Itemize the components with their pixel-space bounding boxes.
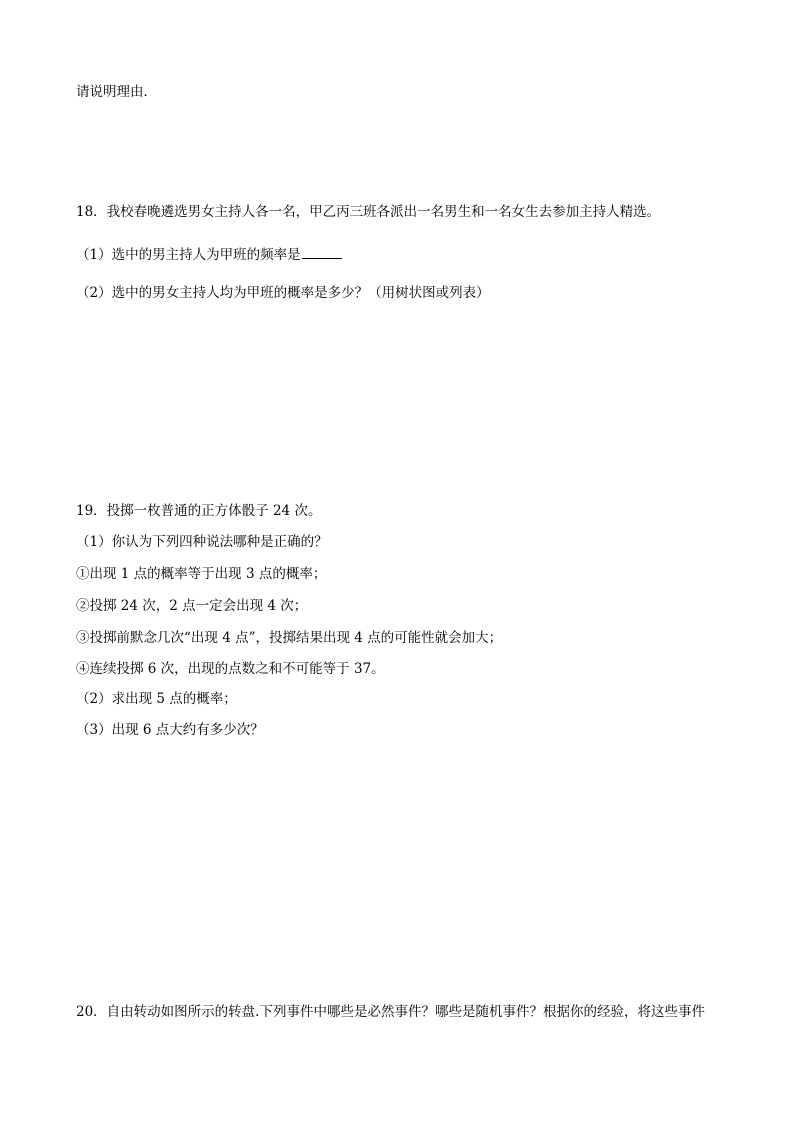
q20-stem: 20．自由转动如图所示的转盘.下列事件中哪些是必然事件？哪些是随机事件？根据你的经验，将这些事件 bbox=[76, 1004, 705, 1020]
answer-blank bbox=[302, 244, 342, 259]
q18-part1-text: （1）选中的男主持人为甲班的频率是 bbox=[76, 247, 301, 263]
q19-option-2: ②投掷 24 次，2 点一定会出现 4 次； bbox=[76, 598, 308, 614]
q18-part2: （2）选中的男女主持人均为甲班的概率是多少？（用树状图或列表） bbox=[76, 285, 490, 301]
q19-option-1: ①出现 1 点的概率等于出现 3 点的概率； bbox=[76, 566, 327, 582]
q19-part3: （3）出现 6 点大约有多少次？ bbox=[76, 722, 264, 738]
q18-part1 bbox=[76, 244, 342, 264]
q18-stem: 18．我校春晚遴选男女主持人各一名，甲乙丙三班各派出一名男生和一名女生去参加主持人精选。 bbox=[76, 204, 661, 220]
q19-option-3: ③投掷前默念几次“出现 4 点”，投掷结果出现 4 点的可能性就会加大； bbox=[76, 630, 503, 646]
q17-tail-text: 请说明理由． bbox=[76, 84, 157, 100]
q19-option-4: ④连续投掷 6 次，出现的点数之和不可能等于 37。 bbox=[76, 661, 385, 677]
q19-part1: （1）你认为下列四种说法哪种是正确的？ bbox=[76, 534, 328, 550]
q19-stem: 19．投掷一枚普通的正方体骰子 24 次。 bbox=[76, 503, 322, 519]
q19-part2: （2）求出现 5 点的概率； bbox=[76, 691, 237, 707]
